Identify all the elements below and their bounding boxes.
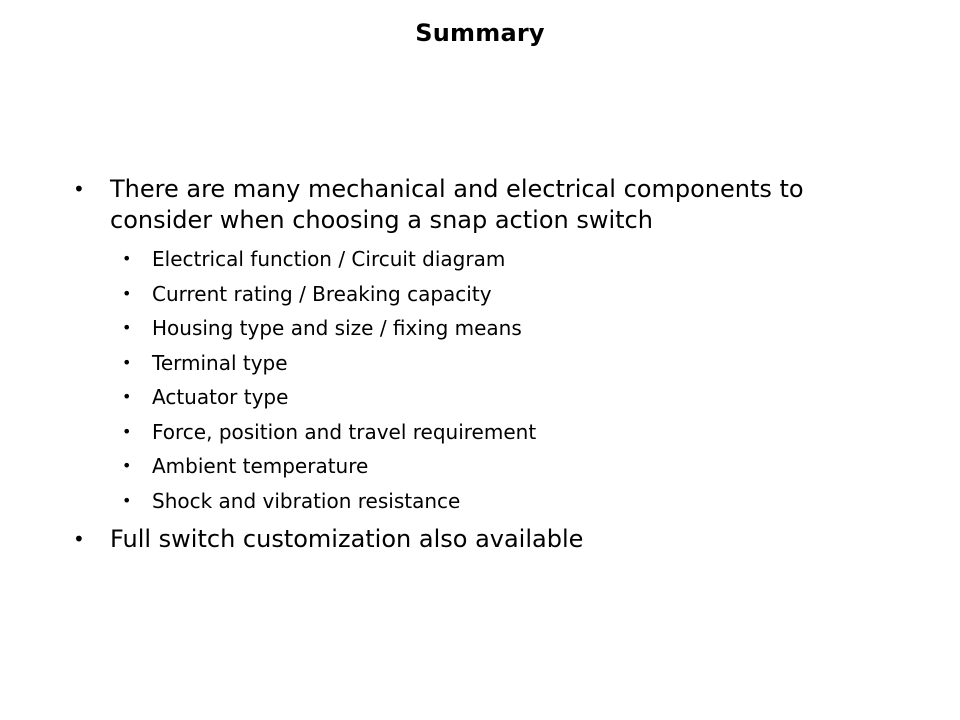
bullet-icon: • bbox=[122, 283, 132, 303]
sub-bullet-item bbox=[72, 380, 892, 415]
sub-bullet-item bbox=[72, 242, 892, 277]
sub-bullet-item bbox=[72, 346, 892, 381]
sub-bullet-text: Current rating / Breaking capacity bbox=[152, 281, 492, 306]
bullet-icon: • bbox=[122, 421, 132, 441]
sub-bullet-text: Shock and vibration resistance bbox=[152, 488, 461, 513]
bullet-icon: • bbox=[122, 387, 132, 406]
sub-bullet-item bbox=[72, 415, 892, 450]
bullet-icon: • bbox=[73, 527, 85, 551]
sub-bullet-text: Housing type and size / fixing means bbox=[152, 316, 522, 340]
bullet-icon: • bbox=[122, 249, 132, 268]
sub-bullet-text: Ambient temperature bbox=[152, 454, 369, 478]
sub-bullet-item bbox=[72, 484, 892, 519]
sub-bullet-item bbox=[72, 277, 892, 312]
sub-bullet-item bbox=[72, 449, 892, 484]
sub-bullet-text: Terminal type bbox=[152, 350, 288, 375]
sub-bullet-text: Actuator type bbox=[152, 385, 289, 409]
bullet-icon: • bbox=[73, 177, 85, 201]
bullet-icon: • bbox=[122, 456, 132, 475]
bullet-icon: • bbox=[122, 490, 132, 510]
sub-bullet-text: Electrical function / Circuit diagram bbox=[152, 247, 506, 271]
sub-bullet-list bbox=[72, 242, 892, 518]
sub-bullet-item bbox=[72, 311, 892, 346]
bullet-icon: • bbox=[122, 318, 132, 337]
bullet-item bbox=[72, 524, 892, 555]
bullet-item bbox=[72, 174, 892, 236]
sub-bullet-text: Force, position and travel requirement bbox=[152, 419, 537, 444]
bullet-icon: • bbox=[122, 352, 132, 372]
bullet-text: There are many mechanical and electrical components to consider when choosing a snap action switch bbox=[110, 175, 804, 234]
slide-title: Summary bbox=[415, 19, 545, 47]
bullet-list bbox=[72, 174, 892, 555]
bullet-text: Full switch customization also available bbox=[110, 525, 584, 553]
